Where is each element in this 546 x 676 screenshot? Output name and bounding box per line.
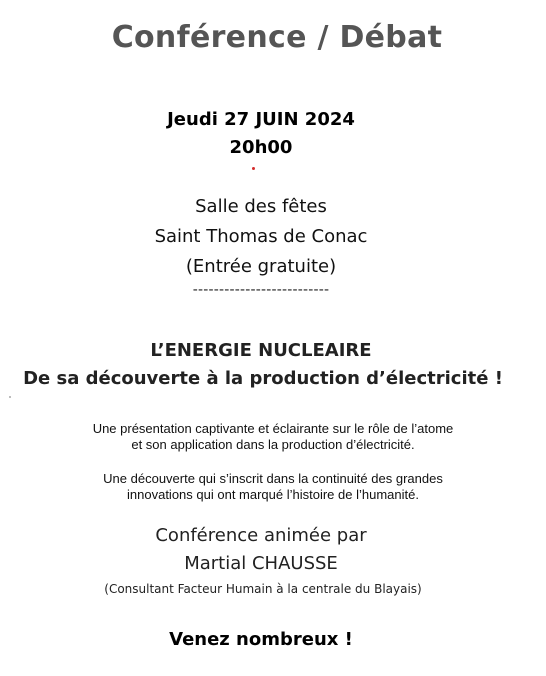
event-time: 20h00 bbox=[229, 137, 293, 158]
description-line: et son application dans la production d’électricité. bbox=[131, 437, 415, 452]
venue-hall: Salle des fêtes bbox=[195, 196, 327, 217]
scan-speck bbox=[9, 396, 11, 398]
description-line: Une présentation captivante et éclairante sur le rôle de l’atome bbox=[92, 421, 454, 436]
presenter-role: (Consultant Facteur Humain à la centrale du Blayais) bbox=[104, 582, 422, 596]
topic-subheading: De sa découverte à la production d’électricité ! bbox=[23, 368, 503, 389]
description-line: Une découverte qui s’inscrit dans la continuité des grandes bbox=[103, 471, 443, 486]
description-line: innovations qui ont marqué l’histoire de l’humanité. bbox=[127, 487, 419, 502]
dashed-separator: -------------------------- bbox=[192, 282, 330, 298]
presenter-intro: Conférence animée par bbox=[155, 525, 367, 546]
venue-town: Saint Thomas de Conac bbox=[154, 226, 368, 247]
decorative-dot bbox=[252, 167, 255, 170]
page-title: Conférence / Débat bbox=[111, 20, 443, 55]
call-to-action: Venez nombreux ! bbox=[169, 629, 353, 650]
event-date: Jeudi 27 JUIN 2024 bbox=[167, 109, 355, 130]
entry-info: (Entrée gratuite) bbox=[185, 256, 337, 277]
topic-heading: L’ENERGIE NUCLEAIRE bbox=[150, 340, 372, 361]
presenter-name: Martial CHAUSSE bbox=[184, 553, 338, 574]
